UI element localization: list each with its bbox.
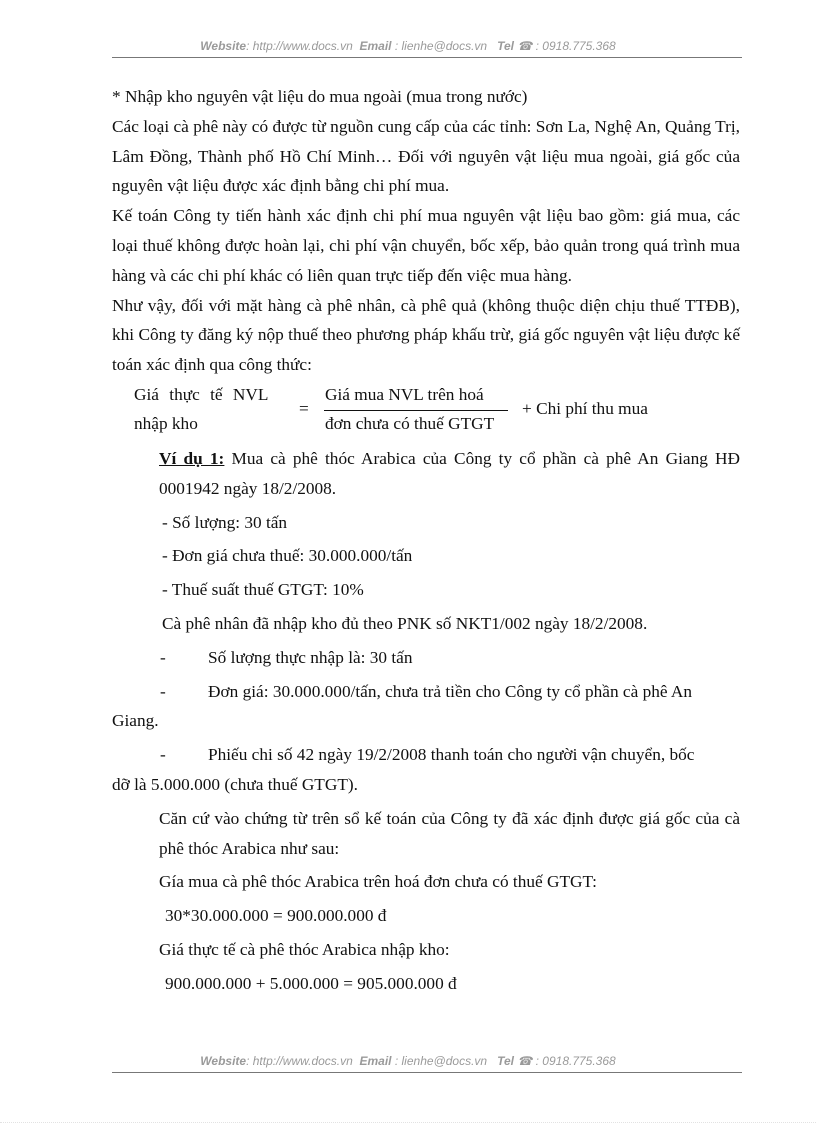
- bullet-text: Số lượng thực nhập là: 30 tấn: [208, 647, 413, 667]
- formula-left-line2: nhập kho: [134, 413, 198, 433]
- tel-label: Tel: [497, 1054, 514, 1068]
- footer-rule: [112, 1072, 742, 1073]
- formula-equals: =: [299, 398, 309, 418]
- paragraph-sources: Các loại cà phê này có được từ nguồn cung cấp của các tỉnh: Sơn La, Nghệ An, Quảng Trị, Lâm Đồng, Thành phố Hồ Chí Minh… Đối với nguyên vật liệu mua ngoài, giá gốc của nguyên vật liệu được xác định bằng chi phí mua.: [112, 116, 740, 196]
- list-item: - Số lượng: 30 tấn: [162, 512, 288, 532]
- tel-label: Tel: [497, 39, 514, 53]
- page-header: [0, 39, 816, 53]
- list-item: - Đơn giá chưa thuế: 30.000.000/tấn: [162, 546, 413, 566]
- list-item: - Thuế suất thuế GTGT: 10%: [162, 580, 364, 600]
- bullet-continuation: dỡ là 5.000.000 (chưa thuế GTGT).: [112, 774, 358, 794]
- calc-value: 30*30.000.000 = 900.000.000 đ: [165, 906, 387, 926]
- bullet-text: Phiếu chi số 42 ngày 19/2/2008 thanh toán cho người vận chuyển, bốc: [208, 745, 695, 765]
- header-rule: [112, 57, 742, 58]
- email-label: Email: [359, 1054, 392, 1068]
- formula-left-line1: Giá thực tế NVL: [134, 384, 269, 404]
- paragraph-method: Như vậy, đối với mặt hàng cà phê nhân, cà phê quả (không thuộc diện chịu thuế TTĐB), khi Công ty đăng ký nộp thuế theo phương pháp khấu trừ, giá gốc nguyên vật liệu được kế toán xác định qua công thức:: [112, 295, 740, 375]
- paragraph-cost: Kế toán Công ty tiến hành xác định chi phí mua nguyên vật liệu bao gồm: giá mua, các loại thuế không được hoàn lại, chi phí vận chuyển, bốc xếp, bảo quản trong quá trình mua hàng và các chi phí khác có liên quan trực tiếp đến việc mua hàng.: [112, 206, 740, 285]
- paragraph-basis: Căn cứ vào chứng từ trên sổ kế toán của Công ty đã xác định được giá gốc của cà phê thóc Arabica như sau:: [159, 808, 740, 858]
- section-heading: * Nhập kho nguyên vật liệu do mua ngoài (mua trong nước): [112, 87, 528, 106]
- bullet-item: [112, 677, 740, 707]
- email-address: : lienhe@docs.vn: [394, 39, 488, 53]
- email-address: : lienhe@docs.vn: [394, 1054, 488, 1068]
- document-body: [112, 82, 740, 999]
- example-paragraph: [112, 444, 740, 504]
- calc-label: Giá thực tế cà phê thóc Arabica nhập kho:: [159, 939, 450, 959]
- website-label: Website: [200, 1054, 247, 1068]
- example-text: Mua cà phê thóc Arabica của Công ty cổ phần cà phê An Giang HĐ 0001942 ngày 18/2/2008.: [159, 448, 740, 498]
- calc-value: 900.000.000 + 5.000.000 = 905.000.000 đ: [165, 973, 457, 993]
- bullet-continuation: Giang.: [112, 711, 159, 731]
- formula-numerator: Giá mua NVL trên hoá: [325, 384, 484, 404]
- bullet-dash: -: [160, 681, 166, 701]
- tel-number: ☎ : 0918.775.368: [517, 39, 616, 53]
- bullet-item: [112, 740, 740, 770]
- website-url: : http://www.docs.vn: [246, 1054, 353, 1068]
- website-label: Website: [200, 39, 247, 53]
- website-url: : http://www.docs.vn: [246, 39, 353, 53]
- example-label: Ví dụ 1:: [159, 448, 225, 468]
- bullet-dash: -: [160, 745, 166, 765]
- receipt-paragraph: Cà phê nhân đã nhập kho đủ theo PNK số NKT1/002 ngày 18/2/2008.: [162, 613, 648, 633]
- tel-number: ☎ : 0918.775.368: [517, 1054, 616, 1068]
- page-footer: [0, 1054, 816, 1068]
- formula-denominator: đơn chưa có thuế GTGT: [325, 413, 495, 433]
- calc-label: Gía mua cà phê thóc Arabica trên hoá đơn chưa có thuế GTGT:: [159, 872, 597, 892]
- cost-formula: [112, 380, 740, 444]
- bullet-text: Đơn giá: 30.000.000/tấn, chưa trả tiền cho Công ty cổ phần cà phê An: [208, 681, 693, 701]
- formula-plus-term: + Chi phí thu mua: [522, 398, 648, 418]
- email-label: Email: [359, 39, 392, 53]
- bullet-dash: -: [160, 647, 166, 667]
- bullet-item: [112, 643, 740, 673]
